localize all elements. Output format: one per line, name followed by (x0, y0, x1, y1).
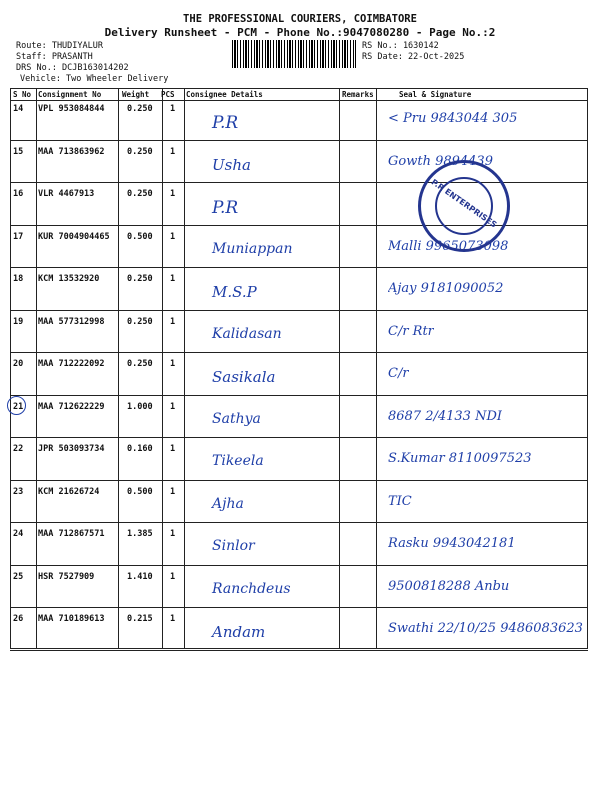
row-divider (10, 437, 588, 438)
row-sno: 17 (13, 231, 24, 242)
row-pcs: 1 (170, 316, 176, 327)
row-consignee-handwritten: Sasikala (212, 368, 276, 386)
row-consignee-handwritten: Sathya (212, 410, 261, 427)
route-label: Route: THUDIYALUR (16, 41, 103, 51)
row-weight: 0.250 (127, 104, 153, 114)
row-sno: 19 (13, 316, 24, 327)
col-consignee: Consignee Details (186, 90, 263, 99)
row-divider (10, 395, 588, 396)
row-pcs: 1 (170, 614, 176, 624)
row-signature: TIC (388, 493, 412, 509)
row-sno: 22 (13, 444, 24, 454)
row-pcs: 1 (170, 529, 176, 539)
row-divider (10, 480, 588, 481)
col-seal-signature: Seal & Signature (399, 90, 472, 99)
row-signature: < Pru 9843044 305 (388, 111, 518, 126)
row-pcs: 1 (170, 571, 176, 582)
row-sno: 14 (13, 104, 24, 114)
row-sno: 16 (13, 189, 24, 199)
col-consignment: Consignment No (38, 90, 102, 99)
row-pcs: 1 (170, 401, 176, 412)
row-weight: 0.250 (127, 274, 153, 284)
row-consignment-no: KCM 21626724 (38, 486, 100, 497)
row-consignee-handwritten: Tikeela (212, 453, 264, 469)
row-consignee-handwritten: Kalidasan (212, 325, 282, 342)
row-consignee-handwritten: P.R (212, 198, 239, 218)
row-signature: Malli 9965073098 (388, 238, 509, 254)
rs-number: RS No.: 1630142 (362, 41, 439, 51)
row-weight: 0.215 (127, 614, 153, 624)
row-consignment-no: MAA 712622229 (38, 401, 105, 412)
row-pcs: 1 (170, 274, 176, 284)
circled-row-marker (7, 396, 26, 415)
row-sno: 20 (13, 359, 24, 369)
col-sno: S No (13, 90, 32, 99)
row-divider (10, 607, 588, 608)
row-sno: 24 (13, 529, 24, 539)
row-consignment-no: MAA 710189613 (38, 614, 105, 624)
row-consignee-handwritten: Ranchdeus (212, 580, 291, 597)
col-pcs: PCS (161, 90, 175, 99)
row-consignment-no: VPL 953084844 (38, 104, 105, 114)
row-weight: 1.385 (127, 529, 153, 539)
row-consignee-handwritten: Usha (212, 155, 251, 174)
row-signature: C/r Rtr (388, 323, 434, 339)
row-pcs: 1 (170, 444, 176, 454)
row-consignment-no: MAA 577312998 (38, 316, 105, 327)
row-sno: 25 (13, 571, 24, 582)
row-pcs: 1 (170, 231, 176, 242)
row-consignment-no: VLR 4467913 (38, 189, 95, 199)
row-consignee-handwritten: Ajha (212, 495, 244, 512)
row-signature: Gowth 9894439 (388, 153, 493, 169)
row-divider (10, 650, 588, 651)
row-weight: 0.500 (127, 231, 153, 242)
row-signature: S.Kumar 8110097523 (388, 451, 532, 466)
drs-label: DRS No.: DCJB163014202 (16, 63, 129, 73)
row-signature: 9500818288 Anbu (388, 578, 510, 594)
row-pcs: 1 (170, 104, 176, 114)
company-title: THE PROFESSIONAL COURIERS, COIMBATORE (183, 13, 417, 25)
runsheet-subtitle: Delivery Runsheet - PCM - Phone No.:9047080280 - Page No.:2 (104, 26, 496, 39)
rs-date: RS Date: 22-Oct-2025 (362, 52, 465, 62)
barcode (232, 40, 356, 68)
row-sno: 23 (13, 486, 24, 497)
row-consignment-no: MAA 713863962 (38, 146, 105, 157)
row-sno: 15 (13, 146, 24, 157)
row-signature: C/r (388, 366, 409, 381)
row-consignment-no: JPR 503093734 (38, 444, 105, 454)
row-sno: 18 (13, 274, 24, 284)
row-consignment-no: MAA 712222092 (38, 359, 105, 369)
company-seal (418, 160, 510, 252)
row-weight: 0.250 (127, 359, 153, 369)
staff-label: Staff: PRASANTH (16, 52, 93, 62)
row-weight: 0.250 (127, 146, 153, 157)
row-consignee-handwritten: Sinlor (212, 538, 255, 554)
col-remarks: Remarks (342, 90, 374, 99)
row-signature: Ajay 9181090052 (388, 281, 504, 296)
col-weight: Weight (122, 90, 150, 99)
row-sno: 26 (13, 614, 24, 624)
row-pcs: 1 (170, 189, 176, 199)
row-divider (10, 352, 588, 353)
row-signature: 8687 2/4133 NDI (388, 408, 503, 424)
row-consignment-no: HSR 7527909 (38, 571, 95, 582)
row-consignee-handwritten: P.R (212, 113, 239, 133)
row-signature: Swathi 22/10/25 9486083623 (388, 621, 583, 636)
row-weight: 1.000 (127, 401, 153, 412)
seal-text: P.R ENTERPRISES (429, 177, 499, 230)
row-consignee-handwritten: Muniappan (212, 240, 293, 257)
vehicle-label: Vehicle: Two Wheeler Delivery (20, 74, 169, 84)
row-pcs: 1 (170, 146, 176, 157)
row-consignment-no: MAA 712867571 (38, 529, 105, 539)
row-consignee-handwritten: Andam (212, 623, 266, 641)
row-signature: Rasku 9943042181 (388, 536, 516, 551)
row-consignment-no: KCM 13532920 (38, 274, 100, 284)
row-divider (10, 565, 588, 566)
row-pcs: 1 (170, 359, 176, 369)
row-divider (10, 522, 588, 523)
row-pcs: 1 (170, 486, 176, 497)
row-weight: 0.250 (127, 316, 153, 327)
row-weight: 0.250 (127, 189, 153, 199)
row-consignee-handwritten: M.S.P (212, 283, 257, 301)
row-weight: 1.410 (127, 571, 153, 582)
row-weight: 0.160 (127, 444, 153, 454)
row-divider (10, 267, 588, 268)
row-weight: 0.500 (127, 486, 153, 497)
row-sno: 21 (13, 401, 24, 412)
row-divider (10, 140, 588, 141)
row-divider (10, 310, 588, 311)
row-consignment-no: KUR 7004904465 (38, 231, 110, 242)
